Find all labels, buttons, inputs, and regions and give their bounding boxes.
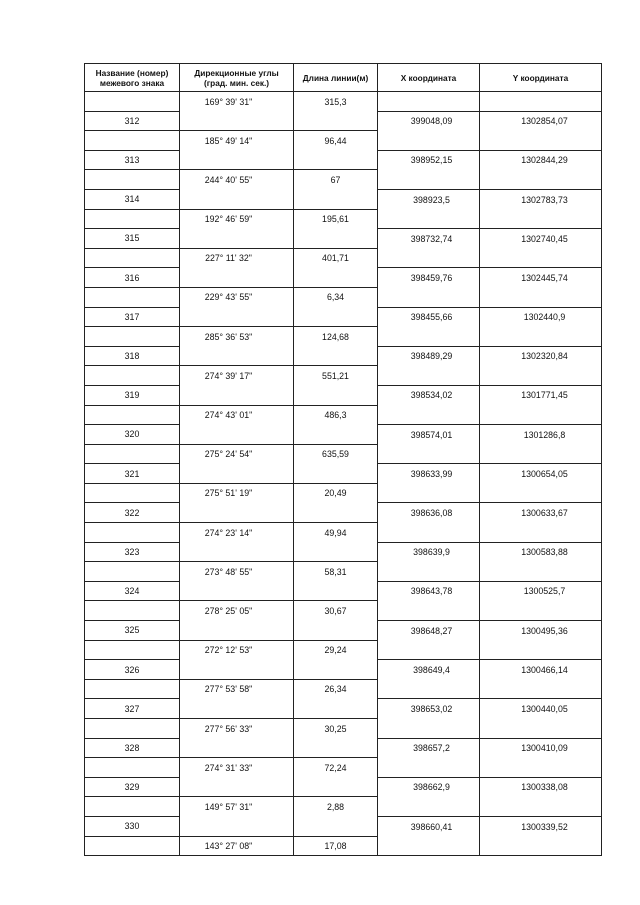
mark-name-cell: 325	[85, 621, 180, 641]
direction-angle-cell	[180, 189, 294, 209]
line-length-cell: 49,94	[294, 523, 378, 543]
y-coordinate-cell: 1300633,67	[480, 503, 602, 523]
direction-angle-cell: 229° 43' 55"	[180, 287, 294, 307]
line-length-cell: 2,88	[294, 797, 378, 817]
direction-angle-cell	[180, 229, 294, 249]
direction-angle-cell: 275° 24' 54"	[180, 444, 294, 464]
segment-row	[85, 366, 602, 386]
segment-row	[85, 209, 602, 229]
segment-row	[85, 562, 602, 582]
mark-name-cell	[85, 405, 180, 425]
y-coordinate-cell: 1300339,52	[480, 816, 602, 836]
segment-row	[85, 483, 602, 503]
direction-angle-cell	[180, 307, 294, 327]
line-length-cell	[294, 699, 378, 719]
y-coordinate-cell: 1301771,45	[480, 385, 602, 405]
header-y-coordinate: Y координата	[480, 64, 602, 92]
mark-name-cell	[85, 562, 180, 582]
x-coordinate-cell	[378, 92, 480, 112]
mark-name-cell	[85, 92, 180, 112]
mark-row	[85, 816, 602, 836]
x-coordinate-cell	[378, 327, 480, 347]
mark-name-cell	[85, 248, 180, 268]
direction-angle-cell	[180, 738, 294, 758]
line-length-cell: 30,25	[294, 719, 378, 739]
segment-row	[85, 797, 602, 817]
mark-name-cell	[85, 836, 180, 856]
line-length-cell	[294, 816, 378, 836]
line-length-cell: 401,71	[294, 248, 378, 268]
segment-row	[85, 92, 602, 112]
direction-angle-cell	[180, 621, 294, 641]
direction-angle-cell	[180, 346, 294, 366]
line-length-cell	[294, 189, 378, 209]
line-length-cell	[294, 385, 378, 405]
x-coordinate-cell	[378, 523, 480, 543]
direction-angle-cell: 272° 12' 53"	[180, 640, 294, 660]
line-length-cell	[294, 660, 378, 680]
direction-angle-cell: 274° 39' 17"	[180, 366, 294, 386]
mark-name-cell: 317	[85, 307, 180, 327]
x-coordinate-cell: 398649,4	[378, 660, 480, 680]
mark-row	[85, 542, 602, 562]
y-coordinate-cell	[480, 758, 602, 778]
direction-angle-cell	[180, 503, 294, 523]
x-coordinate-cell: 398489,29	[378, 346, 480, 366]
line-length-cell	[294, 268, 378, 288]
mark-name-cell: 328	[85, 738, 180, 758]
header-x-coordinate: X координата	[378, 64, 480, 92]
x-coordinate-cell	[378, 719, 480, 739]
direction-angle-cell: 277° 53' 58"	[180, 679, 294, 699]
mark-name-cell: 322	[85, 503, 180, 523]
header-line-length: Длина линии(м)	[294, 64, 378, 92]
mark-row	[85, 150, 602, 170]
mark-name-cell	[85, 797, 180, 817]
y-coordinate-cell: 1300440,05	[480, 699, 602, 719]
line-length-cell: 17,08	[294, 836, 378, 856]
y-coordinate-cell: 1300525,7	[480, 581, 602, 601]
line-length-cell	[294, 738, 378, 758]
direction-angle-cell	[180, 777, 294, 797]
mark-name-cell	[85, 209, 180, 229]
x-coordinate-cell: 398636,08	[378, 503, 480, 523]
line-length-cell: 30,67	[294, 601, 378, 621]
x-coordinate-cell: 398648,27	[378, 621, 480, 641]
segment-row	[85, 248, 602, 268]
line-length-cell	[294, 346, 378, 366]
boundary-marks-table-page	[84, 63, 601, 856]
y-coordinate-cell	[480, 92, 602, 112]
direction-angle-cell	[180, 425, 294, 445]
mark-row	[85, 581, 602, 601]
y-coordinate-cell	[480, 523, 602, 543]
line-length-cell: 29,24	[294, 640, 378, 660]
y-coordinate-cell: 1302854,07	[480, 111, 602, 131]
direction-angle-cell: 278° 25' 05"	[180, 601, 294, 621]
boundary-marks-table	[84, 63, 602, 856]
direction-angle-cell: 149° 57' 31"	[180, 797, 294, 817]
segment-row	[85, 758, 602, 778]
y-coordinate-cell	[480, 248, 602, 268]
mark-name-cell	[85, 601, 180, 621]
table-body	[85, 92, 602, 856]
x-coordinate-cell: 398662,9	[378, 777, 480, 797]
line-length-cell: 635,59	[294, 444, 378, 464]
y-coordinate-cell	[480, 562, 602, 582]
line-length-cell: 58,31	[294, 562, 378, 582]
mark-name-cell	[85, 170, 180, 190]
segment-row	[85, 444, 602, 464]
direction-angle-cell: 274° 31' 33"	[180, 758, 294, 778]
direction-angle-cell	[180, 111, 294, 131]
line-length-cell	[294, 111, 378, 131]
header-direction-angle: Дирекционные углы (град. мин. сек.)	[180, 64, 294, 92]
x-coordinate-cell: 398653,02	[378, 699, 480, 719]
mark-row	[85, 307, 602, 327]
y-coordinate-cell	[480, 719, 602, 739]
y-coordinate-cell: 1300338,08	[480, 777, 602, 797]
direction-angle-cell: 275° 51' 19"	[180, 483, 294, 503]
mark-name-cell	[85, 366, 180, 386]
line-length-cell: 96,44	[294, 131, 378, 151]
x-coordinate-cell	[378, 758, 480, 778]
line-length-cell	[294, 503, 378, 523]
mark-row	[85, 425, 602, 445]
line-length-cell: 315,3	[294, 92, 378, 112]
x-coordinate-cell: 398732,74	[378, 229, 480, 249]
x-coordinate-cell	[378, 483, 480, 503]
mark-name-cell: 329	[85, 777, 180, 797]
direction-angle-cell: 274° 43' 01"	[180, 405, 294, 425]
direction-angle-cell: 274° 23' 14"	[180, 523, 294, 543]
y-coordinate-cell	[480, 797, 602, 817]
table-header-row	[85, 64, 602, 92]
y-coordinate-cell	[480, 640, 602, 660]
direction-angle-cell	[180, 581, 294, 601]
mark-name-cell: 324	[85, 581, 180, 601]
x-coordinate-cell: 398643,78	[378, 581, 480, 601]
segment-row	[85, 287, 602, 307]
segment-row	[85, 327, 602, 347]
line-length-cell	[294, 464, 378, 484]
mark-row	[85, 660, 602, 680]
line-length-cell	[294, 777, 378, 797]
y-coordinate-cell	[480, 836, 602, 856]
line-length-cell	[294, 621, 378, 641]
line-length-cell	[294, 150, 378, 170]
x-coordinate-cell	[378, 209, 480, 229]
direction-angle-cell	[180, 150, 294, 170]
line-length-cell	[294, 542, 378, 562]
y-coordinate-cell: 1300410,09	[480, 738, 602, 758]
x-coordinate-cell: 398639,9	[378, 542, 480, 562]
direction-angle-cell: 227° 11' 32"	[180, 248, 294, 268]
y-coordinate-cell: 1302440,9	[480, 307, 602, 327]
header-mark-name: Название (номер) межевого знака	[85, 64, 180, 92]
y-coordinate-cell: 1302445,74	[480, 268, 602, 288]
y-coordinate-cell: 1300583,88	[480, 542, 602, 562]
mark-name-cell: 315	[85, 229, 180, 249]
y-coordinate-cell	[480, 209, 602, 229]
mark-name-cell: 314	[85, 189, 180, 209]
y-coordinate-cell	[480, 444, 602, 464]
direction-angle-cell: 285° 36' 53"	[180, 327, 294, 347]
x-coordinate-cell	[378, 444, 480, 464]
y-coordinate-cell: 1302740,45	[480, 229, 602, 249]
line-length-cell	[294, 307, 378, 327]
mark-name-cell	[85, 758, 180, 778]
mark-name-cell: 319	[85, 385, 180, 405]
mark-name-cell	[85, 444, 180, 464]
mark-name-cell: 316	[85, 268, 180, 288]
direction-angle-cell	[180, 816, 294, 836]
direction-angle-cell	[180, 385, 294, 405]
mark-name-cell	[85, 523, 180, 543]
mark-row	[85, 699, 602, 719]
mark-name-cell	[85, 327, 180, 347]
line-length-cell: 26,34	[294, 679, 378, 699]
x-coordinate-cell	[378, 131, 480, 151]
mark-name-cell	[85, 640, 180, 660]
y-coordinate-cell: 1300654,05	[480, 464, 602, 484]
y-coordinate-cell	[480, 405, 602, 425]
x-coordinate-cell	[378, 248, 480, 268]
mark-name-cell: 327	[85, 699, 180, 719]
line-length-cell	[294, 581, 378, 601]
direction-angle-cell: 143° 27' 08"	[180, 836, 294, 856]
x-coordinate-cell	[378, 679, 480, 699]
x-coordinate-cell: 398952,15	[378, 150, 480, 170]
line-length-cell: 67	[294, 170, 378, 190]
line-length-cell	[294, 425, 378, 445]
mark-row	[85, 464, 602, 484]
segment-row	[85, 405, 602, 425]
mark-row	[85, 385, 602, 405]
x-coordinate-cell: 398459,76	[378, 268, 480, 288]
direction-angle-cell	[180, 660, 294, 680]
mark-row	[85, 621, 602, 641]
y-coordinate-cell: 1302844,29	[480, 150, 602, 170]
y-coordinate-cell: 1301286,8	[480, 425, 602, 445]
mark-name-cell	[85, 679, 180, 699]
segment-row	[85, 719, 602, 739]
mark-row	[85, 229, 602, 249]
direction-angle-cell: 277° 56' 33"	[180, 719, 294, 739]
mark-row	[85, 738, 602, 758]
segment-row	[85, 640, 602, 660]
line-length-cell	[294, 229, 378, 249]
segment-row	[85, 836, 602, 856]
x-coordinate-cell: 398660,41	[378, 816, 480, 836]
x-coordinate-cell: 398574,01	[378, 425, 480, 445]
direction-angle-cell: 192° 46' 59"	[180, 209, 294, 229]
mark-row	[85, 503, 602, 523]
mark-row	[85, 777, 602, 797]
line-length-cell: 486,3	[294, 405, 378, 425]
mark-name-cell: 312	[85, 111, 180, 131]
y-coordinate-cell	[480, 327, 602, 347]
mark-row	[85, 111, 602, 131]
line-length-cell: 72,24	[294, 758, 378, 778]
x-coordinate-cell	[378, 836, 480, 856]
line-length-cell: 20,49	[294, 483, 378, 503]
mark-name-cell: 313	[85, 150, 180, 170]
direction-angle-cell: 169° 39' 31"	[180, 92, 294, 112]
y-coordinate-cell	[480, 679, 602, 699]
x-coordinate-cell: 398455,66	[378, 307, 480, 327]
y-coordinate-cell: 1300495,36	[480, 621, 602, 641]
y-coordinate-cell	[480, 366, 602, 386]
x-coordinate-cell	[378, 640, 480, 660]
mark-name-cell: 330	[85, 816, 180, 836]
mark-row	[85, 268, 602, 288]
direction-angle-cell: 244° 40' 55"	[180, 170, 294, 190]
direction-angle-cell	[180, 464, 294, 484]
x-coordinate-cell	[378, 405, 480, 425]
direction-angle-cell: 273° 48' 55"	[180, 562, 294, 582]
segment-row	[85, 523, 602, 543]
x-coordinate-cell: 398657,2	[378, 738, 480, 758]
x-coordinate-cell	[378, 366, 480, 386]
mark-row	[85, 346, 602, 366]
mark-name-cell	[85, 483, 180, 503]
x-coordinate-cell	[378, 601, 480, 621]
x-coordinate-cell: 398923,5	[378, 189, 480, 209]
y-coordinate-cell	[480, 287, 602, 307]
direction-angle-cell	[180, 542, 294, 562]
line-length-cell: 551,21	[294, 366, 378, 386]
y-coordinate-cell	[480, 170, 602, 190]
x-coordinate-cell	[378, 797, 480, 817]
segment-row	[85, 679, 602, 699]
x-coordinate-cell	[378, 562, 480, 582]
segment-row	[85, 131, 602, 151]
x-coordinate-cell: 398633,99	[378, 464, 480, 484]
y-coordinate-cell	[480, 131, 602, 151]
mark-row	[85, 189, 602, 209]
mark-name-cell	[85, 287, 180, 307]
mark-name-cell	[85, 719, 180, 739]
line-length-cell: 124,68	[294, 327, 378, 347]
direction-angle-cell: 185° 49' 14"	[180, 131, 294, 151]
mark-name-cell: 326	[85, 660, 180, 680]
mark-name-cell	[85, 131, 180, 151]
x-coordinate-cell: 399048,09	[378, 111, 480, 131]
x-coordinate-cell: 398534,02	[378, 385, 480, 405]
y-coordinate-cell	[480, 483, 602, 503]
direction-angle-cell	[180, 268, 294, 288]
line-length-cell: 6,34	[294, 287, 378, 307]
mark-name-cell: 321	[85, 464, 180, 484]
direction-angle-cell	[180, 699, 294, 719]
y-coordinate-cell: 1300466,14	[480, 660, 602, 680]
line-length-cell: 195,61	[294, 209, 378, 229]
y-coordinate-cell	[480, 601, 602, 621]
x-coordinate-cell	[378, 170, 480, 190]
mark-name-cell: 318	[85, 346, 180, 366]
x-coordinate-cell	[378, 287, 480, 307]
y-coordinate-cell: 1302320,84	[480, 346, 602, 366]
segment-row	[85, 170, 602, 190]
mark-name-cell: 320	[85, 425, 180, 445]
y-coordinate-cell: 1302783,73	[480, 189, 602, 209]
mark-name-cell: 323	[85, 542, 180, 562]
segment-row	[85, 601, 602, 621]
